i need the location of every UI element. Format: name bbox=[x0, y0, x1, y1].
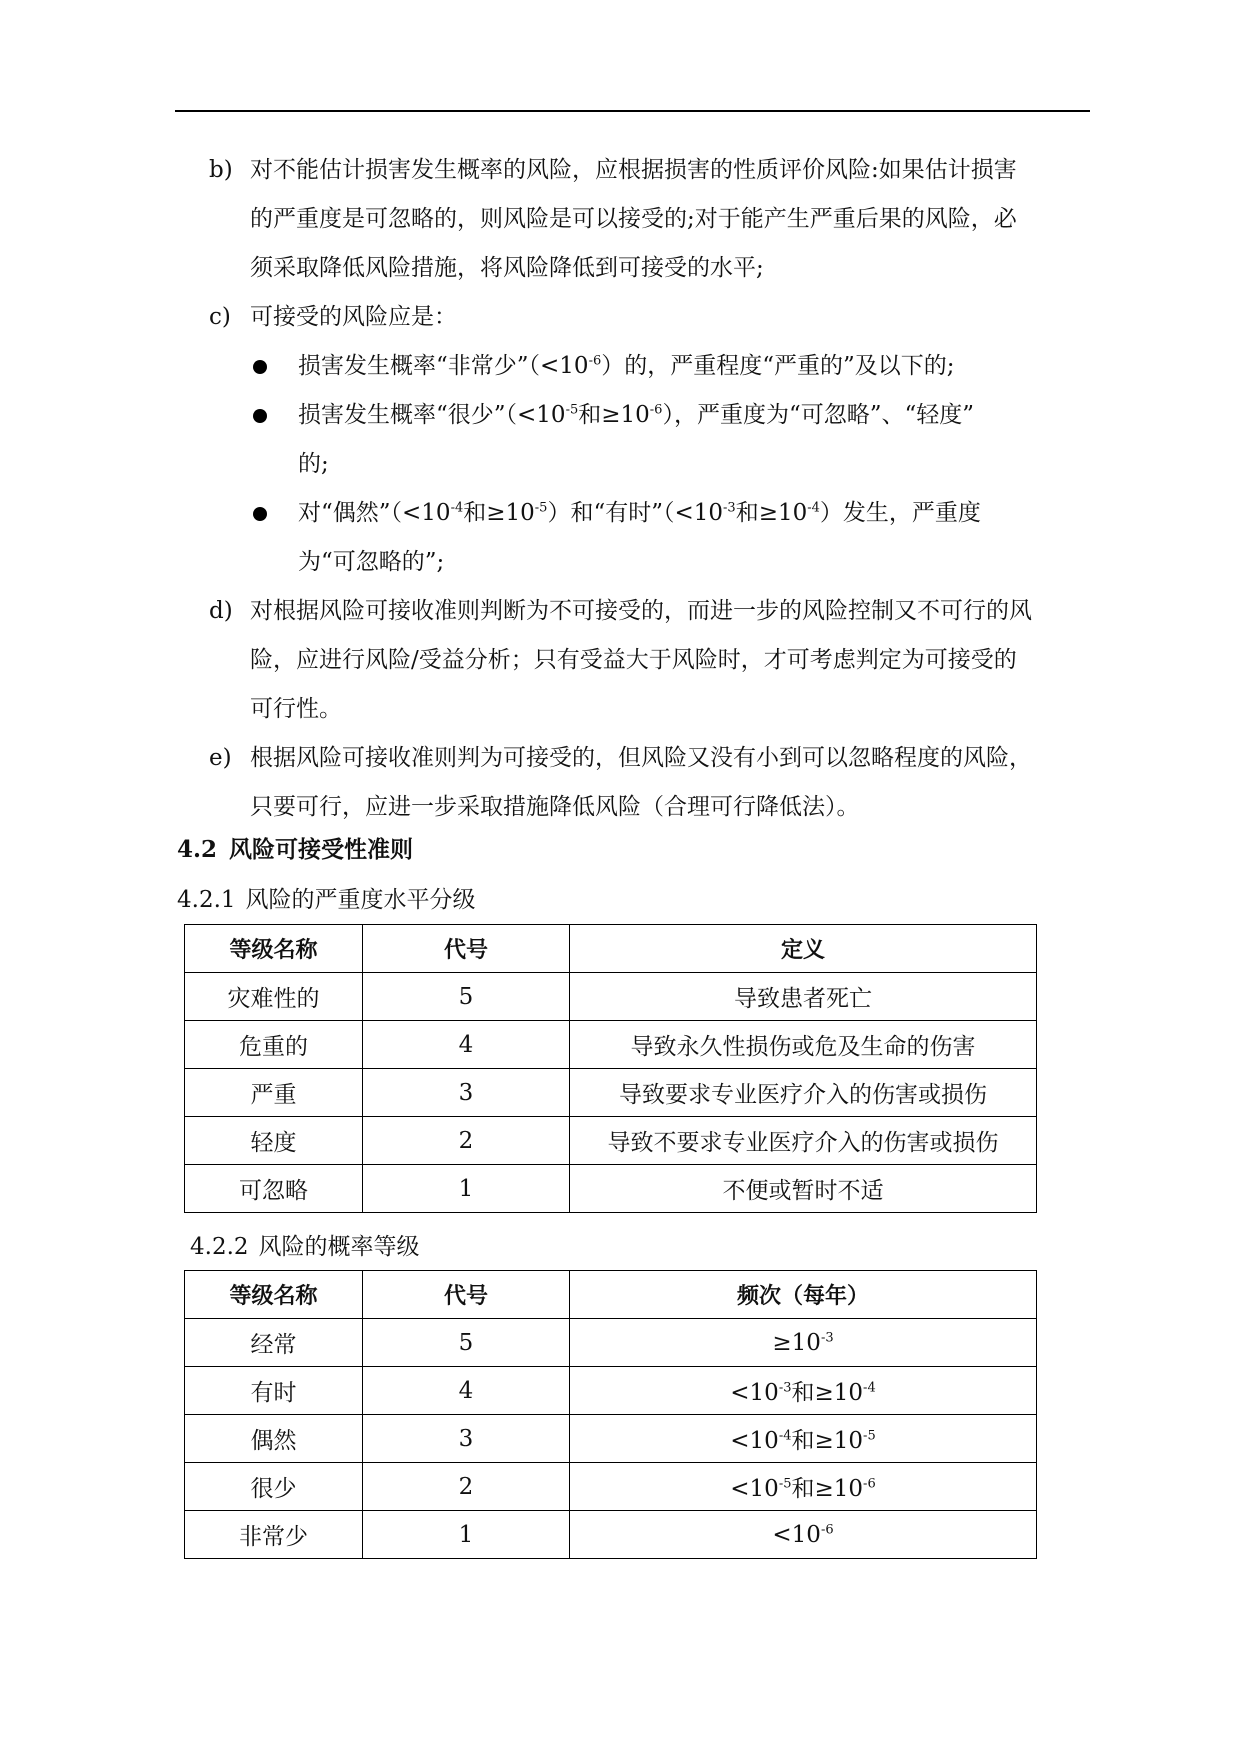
item-b-line-2: 的严重度是可忽略的，则风险是可以接受的;对于能产生严重后果的风险，必 bbox=[250, 206, 1017, 232]
item-b-line-1: 对不能估计损害发生概率的风险，应根据损害的性质评价风险:如果估计损害 bbox=[250, 157, 1017, 183]
section-4-2-1-heading: 4.2.1 风险的严重度水平分级 bbox=[177, 887, 476, 913]
item-e-line-1: 根据风险可接收准则判为可接受的，但风险又没有小到可以忽略程度的风险， bbox=[250, 745, 1032, 771]
table-header-row: 等级名称 代号 定义 bbox=[185, 925, 1037, 973]
item-e-line-2: 只要可行，应进一步采取措施降低风险（合理可行降低法）。 bbox=[250, 794, 860, 820]
item-d-line-3: 可行性。 bbox=[250, 696, 342, 722]
table-row: 轻度 2 导致不要求专业医疗介入的伤害或损伤 bbox=[185, 1117, 1037, 1165]
table-row: 危重的 4 导致永久性损伤或危及生命的伤害 bbox=[185, 1021, 1037, 1069]
table-header-row: 等级名称 代号 频次（每年） bbox=[185, 1271, 1037, 1319]
table-row: 灾难性的 5 导致患者死亡 bbox=[185, 973, 1037, 1021]
item-e-label: e) bbox=[209, 745, 232, 771]
header-rule bbox=[175, 110, 1090, 112]
table-row: 严重 3 导致要求专业医疗介入的伤害或损伤 bbox=[185, 1069, 1037, 1117]
table-row: 可忽略 1 不便或暂时不适 bbox=[185, 1165, 1037, 1213]
severity-table bbox=[184, 924, 1037, 1213]
item-b-line-3: 须采取降低风险措施，将风险降低到可接受的水平; bbox=[250, 255, 764, 281]
item-d-label: d) bbox=[209, 598, 233, 624]
bullet-dot-icon bbox=[253, 409, 267, 423]
item-c-text: 可接受的风险应是： bbox=[250, 304, 457, 330]
item-b bbox=[209, 146, 1017, 293]
table-row: 经常 5 $\ge 10^{-3}$ bbox=[185, 1319, 1037, 1367]
item-c-label: c) bbox=[209, 304, 231, 330]
bullet-1: 损害发生概率“非常少$”(<10^{-6})$的，严重程度“严重的”及以下的; bbox=[298, 342, 955, 391]
item-e bbox=[209, 734, 1032, 832]
probability-table bbox=[184, 1270, 1037, 1559]
table-row: 很少 2 $<10^{-5}$和$\ge 10^{-6}$ bbox=[185, 1463, 1037, 1511]
bullet-3: 对“偶然$”(<10^{-4}$和$\ge 10^{-5}$）和“有时$”(<10^{-3}$和$\ge 10^{-4}$）发生，严重度 为“可忽略的”; bbox=[298, 489, 981, 587]
section-4-2-heading: 4.2 风险可接受性准则 bbox=[177, 836, 414, 863]
item-d bbox=[209, 587, 1032, 734]
item-d-line-2: 险，应进行风险/受益分析；只有受益大于风险时，才可考虑判定为可接受的 bbox=[250, 647, 1017, 673]
table-row: 非常少 1 $<10^{-6}$ bbox=[185, 1511, 1037, 1559]
bullet-dot-icon bbox=[253, 360, 267, 374]
item-b-label: b) bbox=[209, 157, 233, 183]
table-row: 有时 4 $<10^{-3}$和$\ge 10^{-4}$ bbox=[185, 1367, 1037, 1415]
table-row: 偶然 3 $<10^{-4}$和$\ge 10^{-5}$ bbox=[185, 1415, 1037, 1463]
item-c bbox=[209, 293, 457, 342]
item-d-line-1: 对根据风险可接收准则判断为不可接受的，而进一步的风险控制又不可行的风 bbox=[250, 598, 1032, 624]
bullet-2: 损害发生概率“很少$”(<10^{-5}$和$\ge 10^{-6}$），严重度为“可忽略”、“轻度” 的; bbox=[298, 391, 974, 489]
section-4-2-2-heading: 4.2.2 风险的概率等级 bbox=[190, 1234, 420, 1260]
bullet-dot-icon bbox=[253, 507, 267, 521]
